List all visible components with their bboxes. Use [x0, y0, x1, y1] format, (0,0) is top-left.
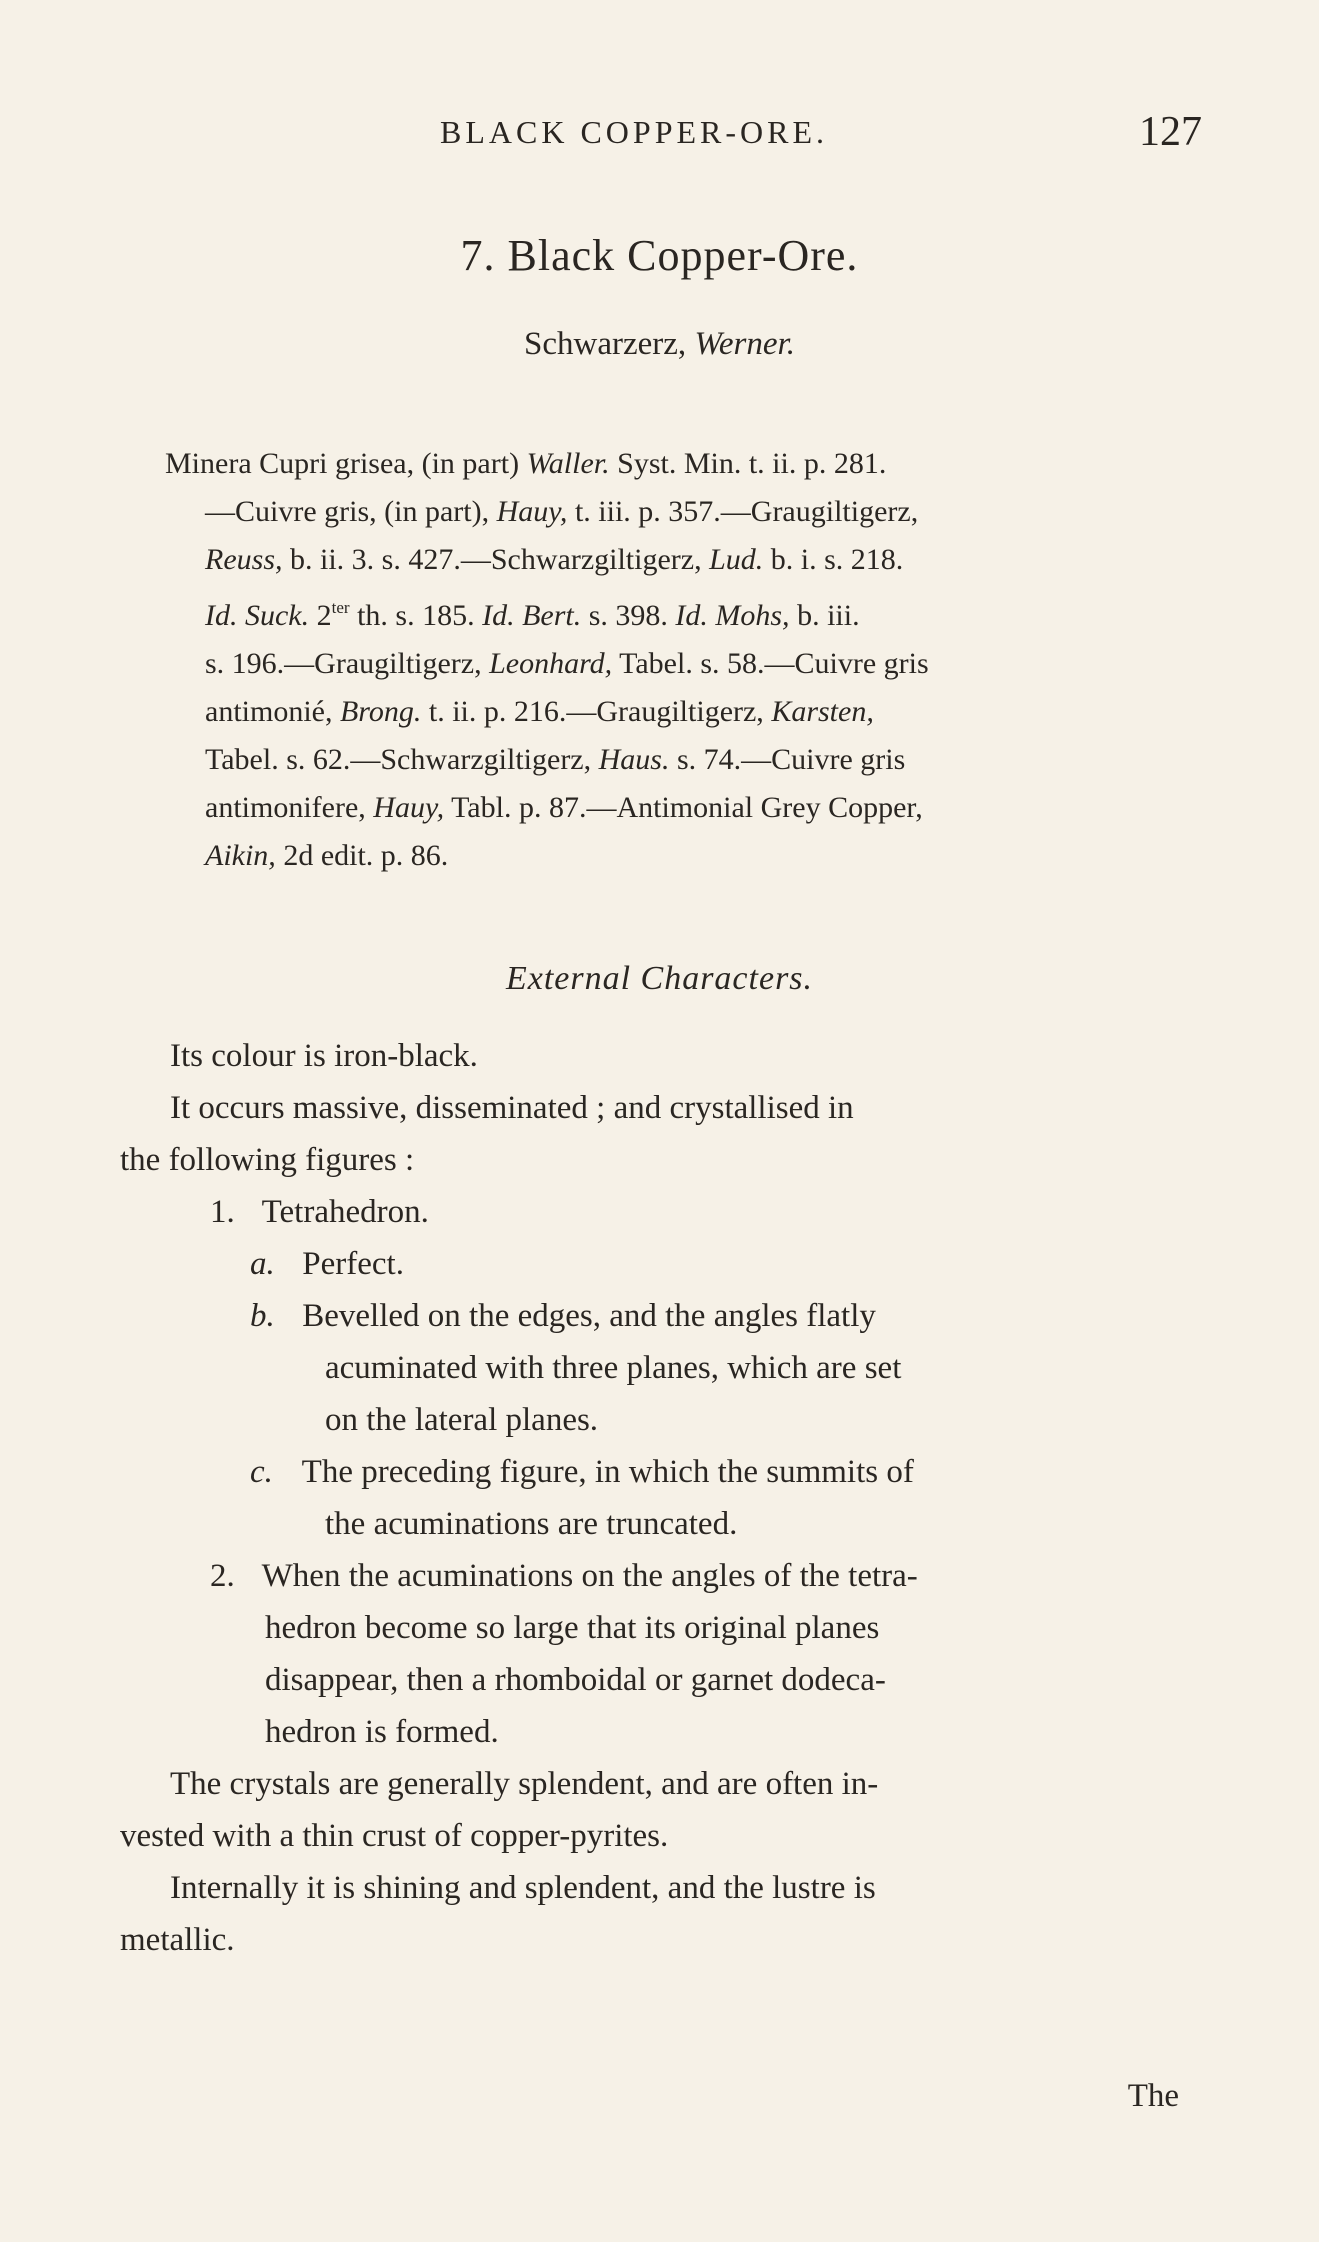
- list-item-1c: c. The preceding figure, in which the summits of: [120, 1446, 1180, 1498]
- synonymy-line: Tabel. s. 62.—Schwarzgiltigerz, Haus. s. 74.—Cuivre gris: [205, 743, 906, 776]
- synonymy-line: antimonifere, Hauy, Tabl. p. 87.—Antimonial Grey Copper,: [205, 791, 923, 824]
- list-item-1: 1. Tetrahedron.: [120, 1186, 1180, 1238]
- list-item-1c-cont: the acuminations are truncated.: [325, 1506, 738, 1542]
- list-number: 1.: [210, 1194, 235, 1230]
- external-characters-heading: External Characters.: [505, 960, 814, 997]
- paragraph-crystals-cont: vested with a thin crust of copper-pyrites.: [120, 1818, 669, 1854]
- list-item-2-cont: hedron become so large that its original planes: [265, 1610, 880, 1646]
- german-name-author: Werner.: [694, 326, 795, 362]
- paragraph-internally: Internally it is shining and splendent, and the lustre is: [170, 1870, 876, 1906]
- page-number: 127: [1139, 109, 1202, 155]
- page-header: [440, 108, 1220, 158]
- paragraph-occurs-cont: the following figures :: [120, 1142, 415, 1178]
- synonymy-line: s. 196.—Graugiltigerz, Leonhard, Tabel. s. 58.—Cuivre gris: [205, 647, 929, 680]
- paragraph-colour: Its colour is iron-black.: [170, 1038, 478, 1074]
- list-letter: c.: [250, 1454, 273, 1490]
- list-number: 2.: [210, 1558, 235, 1594]
- synonymy-line: antimonié, Brong. t. ii. p. 216.—Graugiltigerz, Karsten,: [205, 695, 874, 728]
- list-item-1a: a. Perfect.: [120, 1238, 1180, 1290]
- german-name-line: [0, 326, 1319, 363]
- list-item-1b-cont: on the lateral planes.: [325, 1402, 599, 1438]
- synonymy-line: Reuss, b. ii. 3. s. 427.—Schwarzgiltigerz, Lud. b. i. s. 218.: [205, 543, 904, 576]
- list-letter: b.: [250, 1298, 275, 1334]
- paragraph-internally-cont: metallic.: [120, 1922, 235, 1958]
- section-title: 7. Black Copper-Ore.: [460, 231, 859, 280]
- list-item-2-cont: disappear, then a rhomboidal or garnet dodeca-: [265, 1662, 886, 1698]
- list-letter: a.: [250, 1246, 275, 1282]
- body-text: [120, 1030, 1180, 1966]
- list-item-1b-cont: acuminated with three planes, which are set: [325, 1350, 902, 1386]
- list-item-2: 2. When the acuminations on the angles of the tetra-: [120, 1550, 1180, 1602]
- paragraph-crystals: The crystals are generally splendent, and are often in-: [170, 1766, 879, 1802]
- list-item-2-cont: hedron is formed.: [265, 1714, 499, 1750]
- synonymy-line: —Cuivre gris, (in part), Hauy, t. iii. p. 357.—Graugiltigerz,: [205, 495, 919, 528]
- german-name: Schwarzerz,: [524, 326, 687, 362]
- catchword: The: [1127, 2078, 1179, 2114]
- synonymy-line: Minera Cupri grisea, (in part) Waller. Syst. Min. t. ii. p. 281.: [165, 447, 887, 480]
- synonymy-line: Id. Suck. $2^{ter}$ th. s. 185. Id. Bert. s. 398. Id. Mohs, b. iii.: [205, 598, 860, 632]
- paragraph-occurs: It occurs massive, disseminated ; and crystallised in: [170, 1090, 854, 1126]
- synonymy-line: Aikin, 2d edit. p. 86.: [205, 839, 449, 872]
- list-item-1b: b. Bevelled on the edges, and the angles flatly: [120, 1290, 1180, 1342]
- running-title: BLACK COPPER-ORE.: [440, 114, 829, 150]
- synonymy-block: [165, 440, 1165, 880]
